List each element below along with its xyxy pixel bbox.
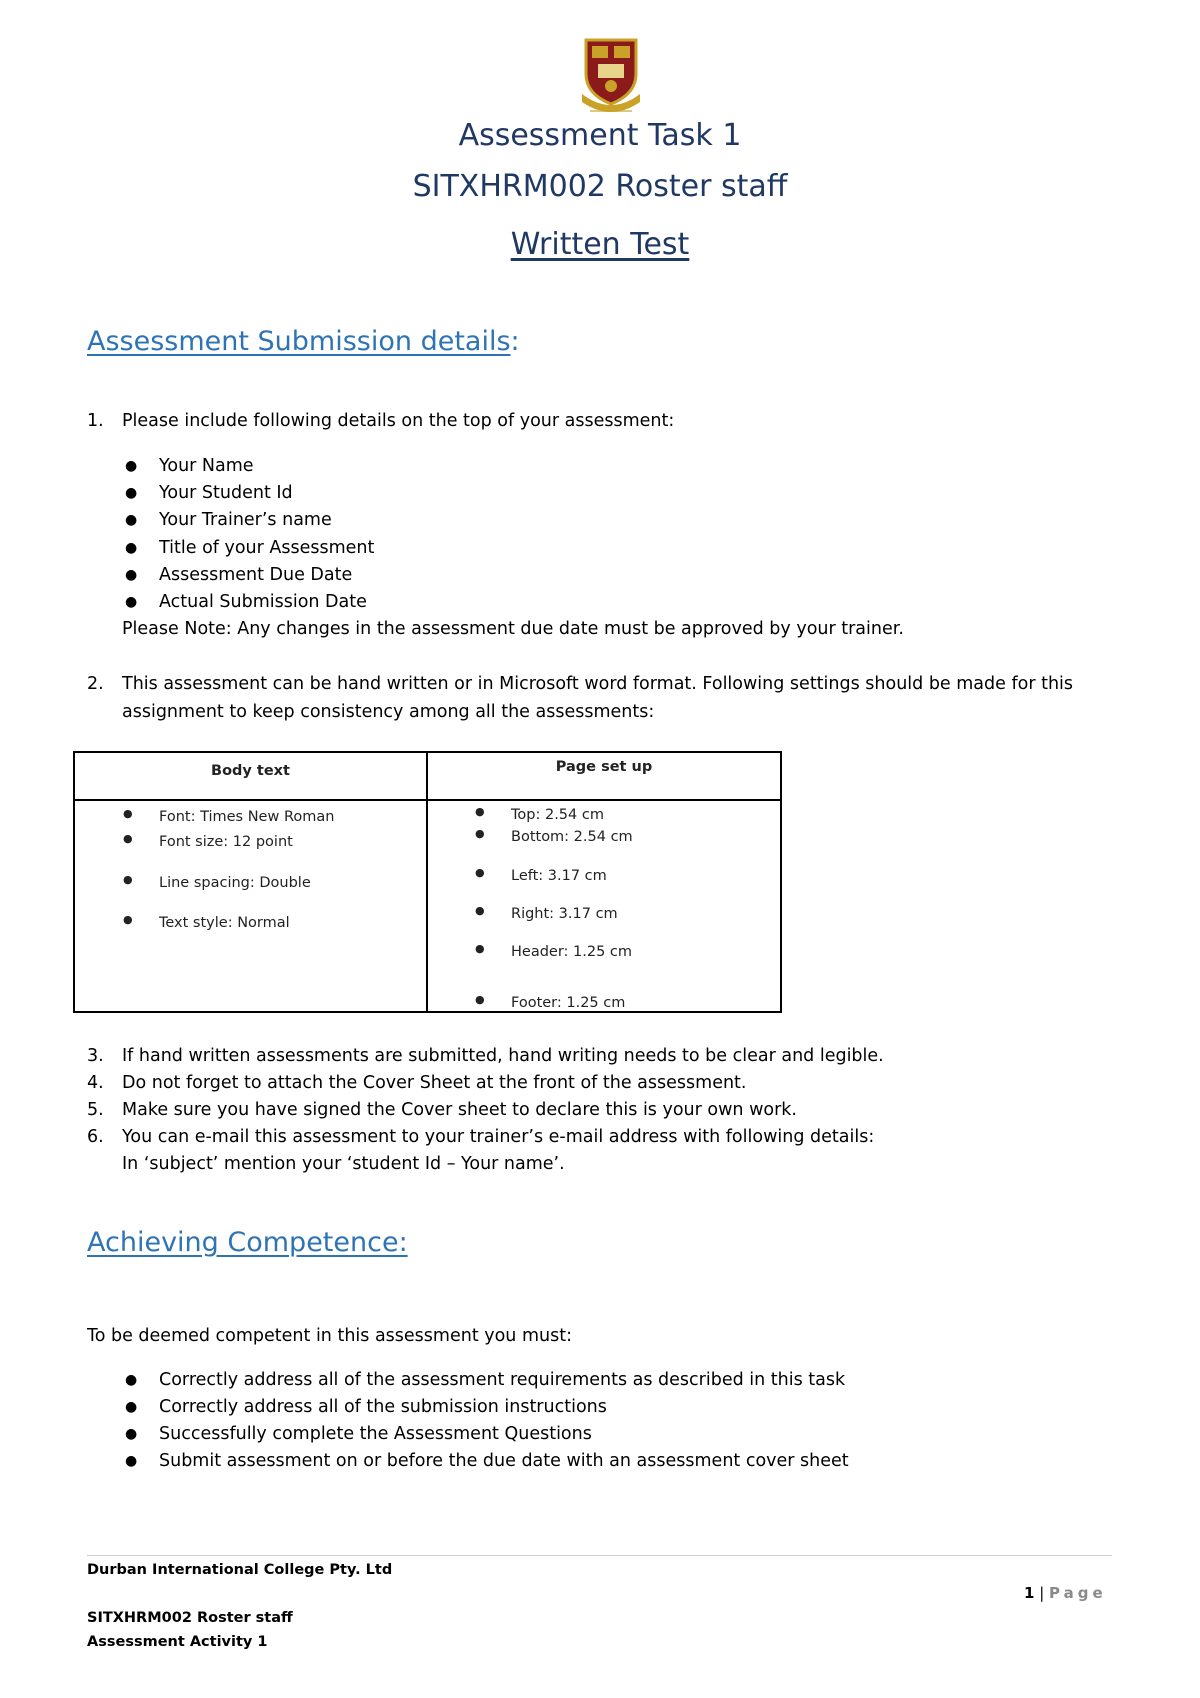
item-6-subtext: In ‘subject’ mention your ‘student Id – Your name’. xyxy=(122,1154,565,1174)
item-3-text: If hand written assessments are submitted, hand writing needs to be clear and legible. xyxy=(122,1046,884,1066)
bullet-icon: ● xyxy=(123,832,133,845)
item-6-number: 6. xyxy=(87,1127,104,1147)
bullet-icon: ● xyxy=(475,805,485,818)
bullet-icon: ● xyxy=(125,540,138,556)
table-cell: Bottom: 2.54 cm xyxy=(511,829,633,845)
list-item: Successfully complete the Assessment Questions xyxy=(159,1424,592,1444)
competence-heading xyxy=(87,1227,408,1258)
bullet-icon: ● xyxy=(475,827,485,840)
title-line-2: SITXHRM002 Roster staff xyxy=(412,169,788,204)
page-number-value: 1 xyxy=(1024,1584,1035,1602)
item-4-text: Do not forget to attach the Cover Sheet at the front of the assessment. xyxy=(122,1073,747,1093)
table-header-page-setup: Page set up xyxy=(555,759,653,775)
item-2-number: 2. xyxy=(87,674,104,694)
bullet-icon: ● xyxy=(123,913,133,926)
table-cell: Line spacing: Double xyxy=(159,875,311,891)
bullet-icon: ● xyxy=(125,594,138,610)
item-4-number: 4. xyxy=(87,1073,104,1093)
list-item: Your Student Id xyxy=(159,483,293,503)
table-cell: Font: Times New Roman xyxy=(159,809,335,825)
item-6-text: You can e-mail this assessment to your trainer’s e-mail address with following details: xyxy=(122,1127,875,1147)
bullet-icon: ● xyxy=(125,1399,138,1415)
submission-heading-colon: : xyxy=(510,326,520,357)
item-2-text-line-1: This assessment can be hand written or in Microsoft word format. Following settings should be made for this xyxy=(122,674,1074,694)
settings-table xyxy=(73,751,782,1013)
table-cell: Right: 3.17 cm xyxy=(511,906,618,922)
table-cell: Text style: Normal xyxy=(159,915,290,931)
table-cell: Font size: 12 point xyxy=(159,834,293,850)
item-1-note: Please Note: Any changes in the assessment due date must be approved by your trainer. xyxy=(122,619,904,639)
item-5-text: Make sure you have signed the Cover sheet to declare this is your own work. xyxy=(122,1100,797,1120)
item-1-text: Please include following details on the top of your assessment: xyxy=(122,411,675,431)
table-divider xyxy=(426,753,428,1011)
list-item: Your Trainer’s name xyxy=(159,510,332,530)
bullet-icon: ● xyxy=(123,873,133,886)
title-line-3: Written Test xyxy=(510,227,690,262)
bullet-icon: ● xyxy=(125,485,138,501)
item-2-text-line-2: assignment to keep consistency among all the assessments: xyxy=(122,702,655,722)
bullet-icon: ● xyxy=(123,807,133,820)
bullet-icon: ● xyxy=(125,567,138,583)
item-5-number: 5. xyxy=(87,1100,104,1120)
footer-unit: SITXHRM002 Roster staff xyxy=(87,1610,293,1626)
bullet-icon: ● xyxy=(125,512,138,528)
item-1-number: 1. xyxy=(87,411,104,431)
footer-divider xyxy=(87,1555,1112,1556)
table-cell: Left: 3.17 cm xyxy=(511,868,607,884)
bullet-icon: ● xyxy=(475,904,485,917)
list-item: Correctly address all of the assessment requirements as described in this task xyxy=(159,1370,846,1390)
bullet-icon: ● xyxy=(125,1372,138,1388)
page-word: Page xyxy=(1049,1584,1107,1602)
submission-heading xyxy=(87,326,520,357)
submission-heading-text: Assessment Submission details xyxy=(87,326,511,357)
title-line-1: Assessment Task 1 xyxy=(458,118,742,153)
list-item: Actual Submission Date xyxy=(159,592,367,612)
competence-intro: To be deemed competent in this assessment you must: xyxy=(87,1326,572,1346)
page-separator: | xyxy=(1034,1584,1050,1602)
list-item: Correctly address all of the submission instructions xyxy=(159,1397,607,1417)
table-divider xyxy=(75,799,780,801)
competence-heading-text: Achieving Competence: xyxy=(87,1227,408,1258)
bullet-icon: ● xyxy=(125,458,138,474)
list-item: Submit assessment on or before the due date with an assessment cover sheet xyxy=(159,1451,849,1471)
table-cell: Footer: 1.25 cm xyxy=(511,995,626,1011)
list-item: Your Name xyxy=(159,456,254,476)
bullet-icon: ● xyxy=(475,866,485,879)
bullet-icon: ● xyxy=(125,1426,138,1442)
bullet-icon: ● xyxy=(475,993,485,1006)
page-number xyxy=(1024,1584,1107,1602)
table-header-body-text: Body text xyxy=(211,763,290,779)
footer-organization: Durban International College Pty. Ltd xyxy=(87,1562,393,1578)
table-cell: Header: 1.25 cm xyxy=(511,944,633,960)
crest-icon xyxy=(578,34,644,114)
list-item: Assessment Due Date xyxy=(159,565,353,585)
list-item: Title of your Assessment xyxy=(159,538,375,558)
bullet-icon: ● xyxy=(475,942,485,955)
item-3-number: 3. xyxy=(87,1046,104,1066)
bullet-icon: ● xyxy=(125,1453,138,1469)
footer-activity: Assessment Activity 1 xyxy=(87,1634,268,1650)
table-cell: Top: 2.54 cm xyxy=(511,807,604,823)
